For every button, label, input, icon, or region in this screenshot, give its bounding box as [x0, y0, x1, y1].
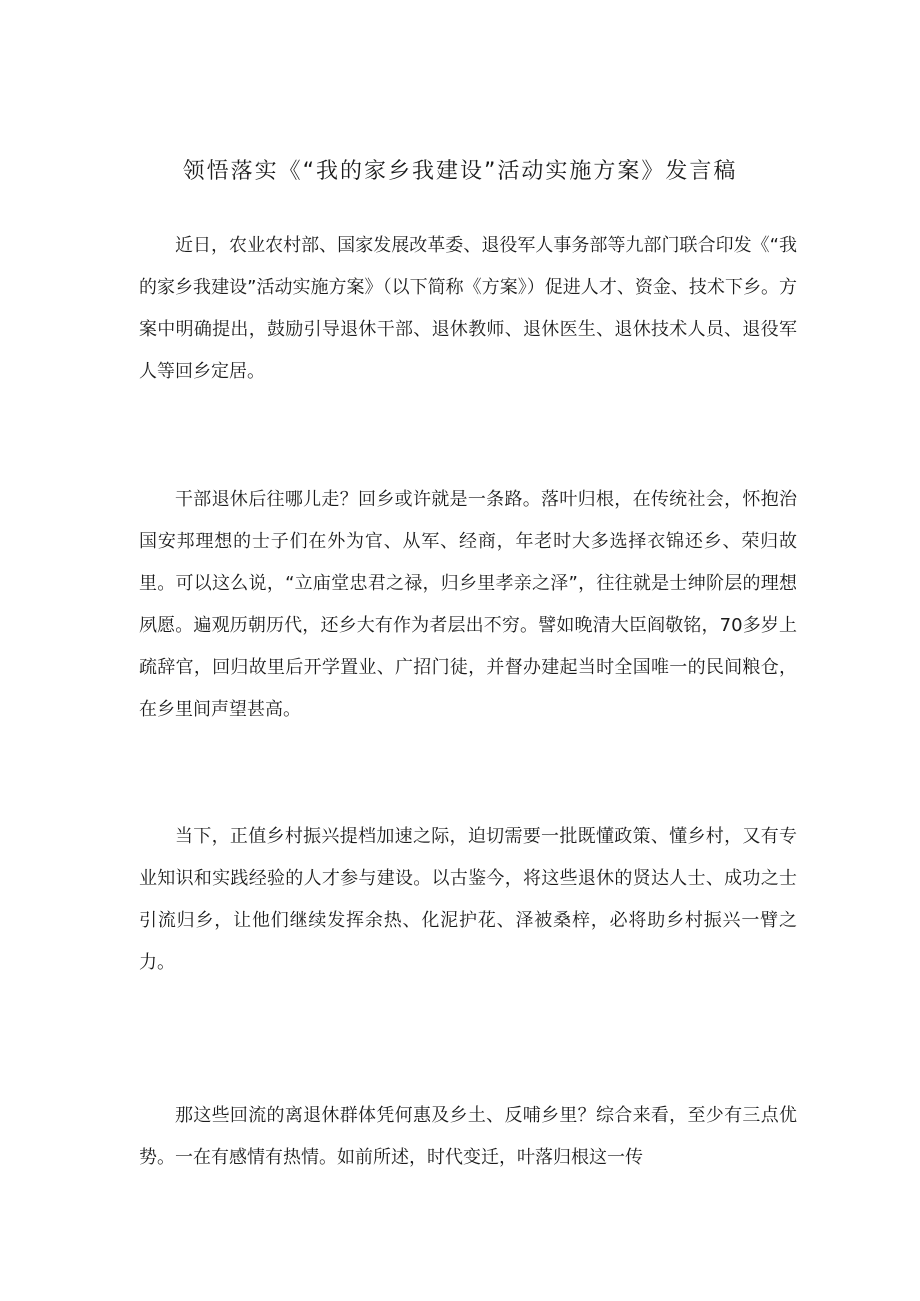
paragraph-3: 当下，正值乡村振兴提档加速之际，迫切需要一批既懂政策、懂乡村，又有专业知识和实践经验的人才参与建设。以古鉴今，将这些退休的贤达人士、成功之士引流归乡，让他们继续发挥余热、化泥护花、泽被桑梓，必将助乡村振兴一臂之力。 — [139, 826, 797, 973]
paragraph-2: 干部退休后往哪儿走？回乡或许就是一条路。落叶归根，在传统社会，怀抱治国安邦理想的士子们在外为官、从军、经商，年老时大多选择衣锦还乡、荣归故里。可以这么说，“立庙堂忠君之禄，归乡里孝亲之泽”，往往就是士绅阶层的理想夙愿。遍观历朝历代，还乡大有作为者层出不穷。譬如晚清大臣阎敬铭，70多岁上疏辞官，回归故里后开学置业、广招门徒，并督办建起当时全国唯一的民间粮仓，在乡里间声望甚高。 — [139, 489, 797, 720]
paragraph-4: 那这些回流的离退休群体凭何惠及乡土、反哺乡里？综合来看，至少有三点优势。一在有感情有热情。如前所述，时代变迁，叶落归根这一传 — [139, 1105, 797, 1168]
paragraph-1: 近日，农业农村部、国家发展改革委、退役军人事务部等九部门联合印发《“我的家乡我建设”活动实施方案》（以下简称《方案》）促进人才、资金、技术下乡。方案中明确提出，鼓励引导退休干部、退休教师、退休医生、退休技术人员、退役军人等回乡定居。 — [139, 235, 797, 382]
document-title: 领悟落实《“我的家乡我建设”活动实施方案》发言稿 — [182, 159, 738, 184]
